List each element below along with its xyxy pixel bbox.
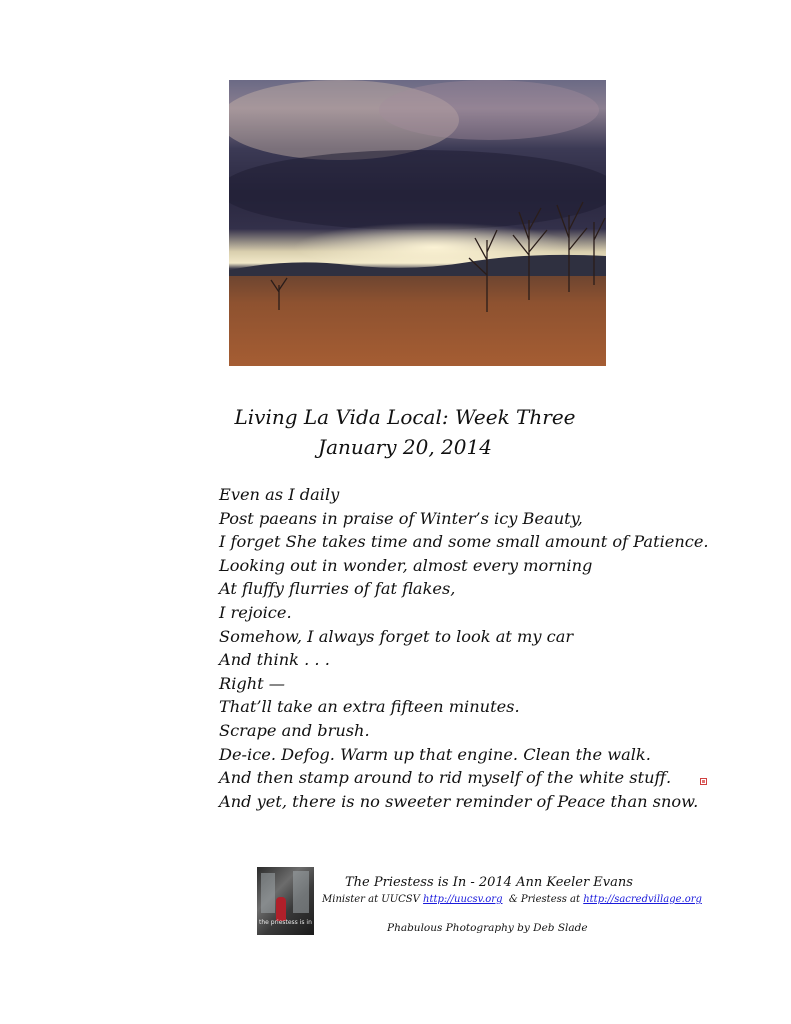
- poem-line: Scrape and brush.: [219, 720, 370, 740]
- minister-prefix: Minister at UUCSV: [322, 894, 424, 905]
- poem-line: Right —: [219, 673, 285, 693]
- poem: [219, 483, 739, 813]
- page-date: January 20, 2014: [318, 435, 492, 459]
- photo-credit: Phabulous Photography by Deb Slade: [387, 922, 588, 934]
- author-thumbnail: [257, 867, 314, 935]
- credit-heading: The Priestess is In - 2014 Ann Keeler Evans: [345, 875, 633, 890]
- thumbnail-caption: the priestess is in: [259, 919, 312, 926]
- poem-line: And then stamp around to rid myself of the white stuff.: [219, 768, 672, 788]
- priestess-text: & Priestess at: [502, 894, 584, 905]
- figure-icon: [276, 897, 286, 921]
- poem-line: I rejoice.: [219, 602, 292, 622]
- annotation-marker-icon[interactable]: [700, 778, 707, 785]
- poem-line: Even as I daily: [219, 485, 340, 504]
- poem-line: De-ice. Defog. Warm up that engine. Clean the walk.: [219, 744, 651, 764]
- sacredvillage-link[interactable]: http://sacredvillage.org: [583, 894, 702, 905]
- poem-line: At fluffy flurries of fat flakes,: [219, 579, 456, 599]
- poem-line: That’ll take an extra fifteen minutes.: [219, 697, 520, 717]
- poem-line: Looking out in wonder, almost every morning: [219, 555, 593, 575]
- credit-links-line: [322, 894, 702, 905]
- landscape-photo: [229, 80, 606, 366]
- uucsv-link[interactable]: http://uucsv.org: [423, 894, 503, 905]
- landscape-illustration: [229, 80, 606, 366]
- poem-line: Post paeans in praise of Winter’s icy Beauty,: [219, 508, 583, 528]
- poem-line: And yet, there is no sweeter reminder of Peace than snow.: [219, 791, 699, 811]
- poem-line: Somehow, I always forget to look at my car: [219, 626, 574, 646]
- page-title: Living La Vida Local: Week Three: [234, 405, 576, 429]
- poem-line: And think . . .: [219, 650, 330, 670]
- poem-line: I forget She takes time and some small amount of Patience.: [219, 532, 709, 552]
